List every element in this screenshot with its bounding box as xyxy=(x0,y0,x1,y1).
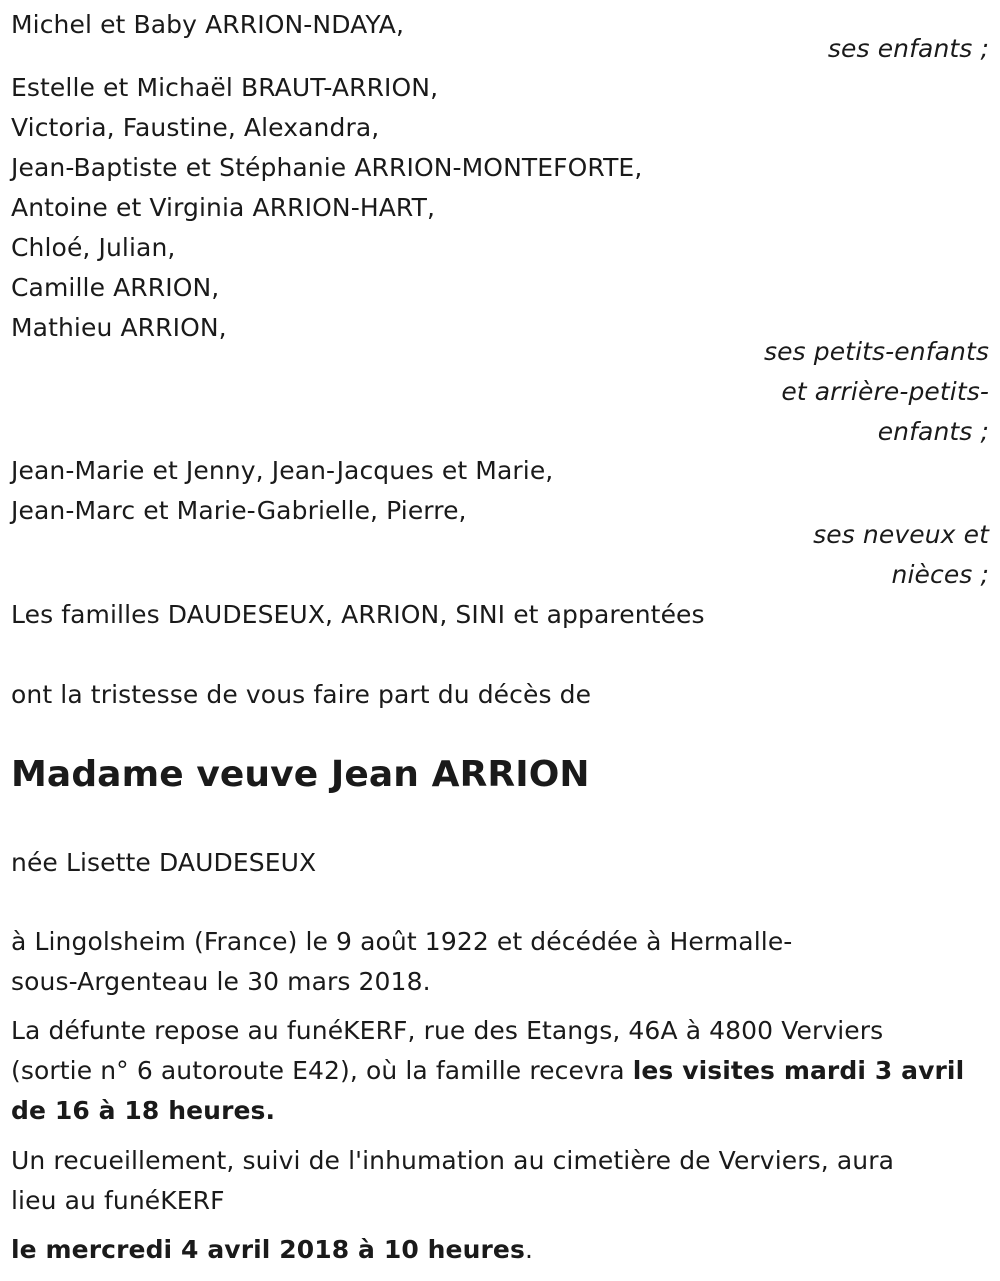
visitation-time: les visites mardi 3 avril xyxy=(632,1056,965,1085)
ceremony-date-line xyxy=(11,1235,533,1265)
grandchildren-role: et arrière-petits- xyxy=(781,377,989,406)
visitation-time: de 16 à 18 heures. xyxy=(11,1096,276,1125)
announcement-line: ont la tristesse de vous faire part du décès de xyxy=(11,680,592,709)
deceased-name: Madame veuve Jean ARRION xyxy=(11,754,590,795)
visitation-line: La défunte repose au funéKERF, rue des Etangs, 46A à 4800 Verviers xyxy=(11,1016,884,1045)
grandchildren-line: Chloé, Julian, xyxy=(11,233,176,262)
grandchildren-role: enfants ; xyxy=(877,417,989,446)
children-role: ses enfants ; xyxy=(827,34,989,63)
nephews-line: Jean-Marc et Marie-Gabrielle, Pierre, xyxy=(11,496,467,525)
visitation-line xyxy=(11,1056,964,1086)
grandchildren-line: Antoine et Virginia ARRION-HART, xyxy=(11,193,435,222)
children-line: Michel et Baby ARRION-NDAYA, xyxy=(11,10,405,39)
ceremony-line: lieu au funéKERF xyxy=(11,1186,225,1215)
birth-name: née Lisette DAUDESEUX xyxy=(11,848,317,877)
ceremony-line: Un recueillement, suivi de l'inhumation au cimetière de Verviers, aura xyxy=(11,1146,894,1175)
grandchildren-role: ses petits-enfants xyxy=(763,337,989,366)
ceremony-date-suffix: . xyxy=(524,1235,533,1264)
ceremony-date: le mercredi 4 avril 2018 à 10 heures xyxy=(11,1235,525,1264)
families-line: Les familles DAUDESEUX, ARRION, SINI et apparentées xyxy=(11,600,705,629)
visitation-line xyxy=(11,1096,275,1126)
grandchildren-line: Jean-Baptiste et Stéphanie ARRION-MONTEFORTE, xyxy=(11,153,643,182)
visitation-text: (sortie n° 6 autoroute E42), où la famille recevra xyxy=(11,1056,633,1085)
nephews-line: Jean-Marie et Jenny, Jean-Jacques et Marie, xyxy=(11,456,554,485)
grandchildren-line: Mathieu ARRION, xyxy=(11,313,227,342)
grandchildren-line: Victoria, Faustine, Alexandra, xyxy=(11,113,380,142)
grandchildren-line: Estelle et Michaël BRAUT-ARRION, xyxy=(11,73,439,102)
grandchildren-line: Camille ARRION, xyxy=(11,273,220,302)
birth-death-line: à Lingolsheim (France) le 9 août 1922 et décédée à Hermalle- xyxy=(11,927,793,956)
nephews-role: nièces ; xyxy=(891,560,989,589)
nephews-role: ses neveux et xyxy=(813,520,989,549)
birth-death-line: sous-Argenteau le 30 mars 2018. xyxy=(11,967,431,996)
